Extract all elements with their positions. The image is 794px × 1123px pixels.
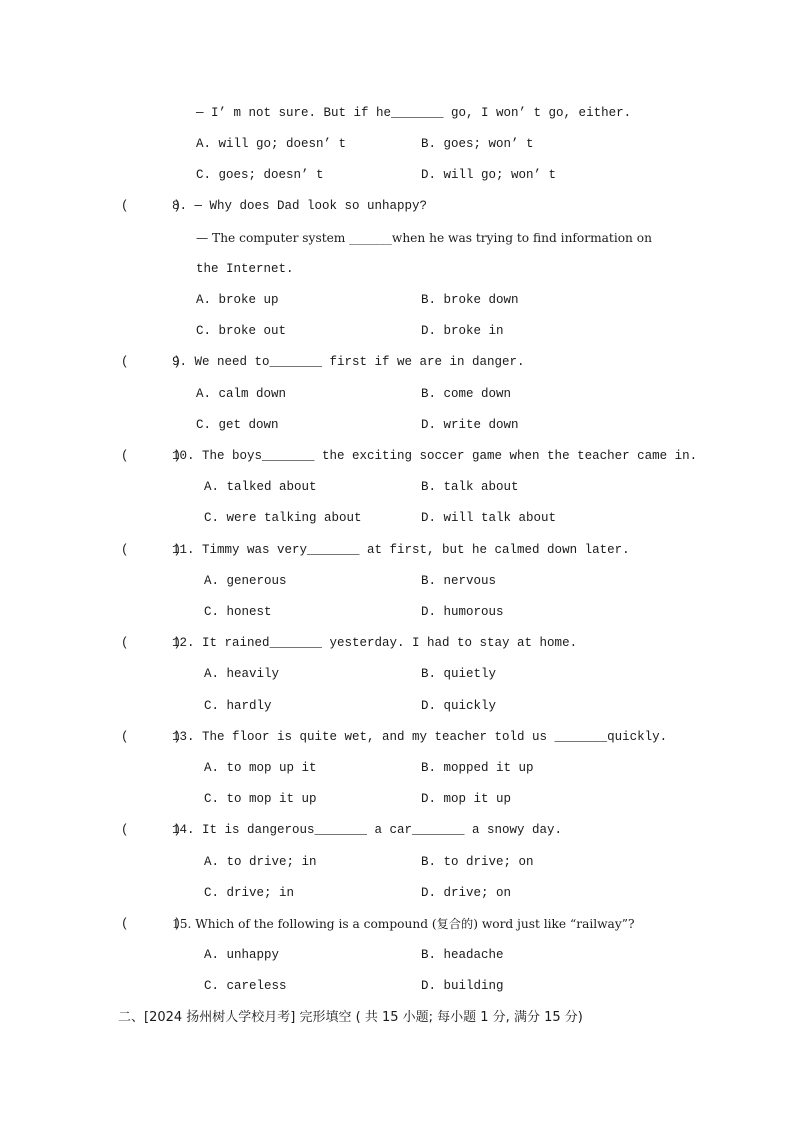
question-stem: 9. We need to_______ first if we are in danger. — [172, 355, 525, 369]
question-stem-line2: — The computer system _______when he was trying to find information on — [196, 231, 652, 245]
option-a: A. to drive; in — [204, 855, 317, 869]
option-d: D. drive; on — [421, 886, 512, 900]
option-d: D. write down — [421, 418, 519, 432]
option-d: D. quickly — [421, 699, 497, 713]
question-stem: 15. Which of the following is a compound (复合的) word just like “railway”? — [172, 917, 635, 931]
option-b: B. nervous — [421, 574, 497, 588]
section-heading: 二、[2024 扬州树人学校月考] 完形填空 ( 共 15 小题; 每小题 1 分, 满分 15 分) — [118, 1010, 583, 1025]
option-a: A. generous — [204, 574, 287, 588]
option-b: B. headache — [421, 948, 504, 962]
option-d: D. humorous — [421, 605, 504, 619]
q7-option-b: B. goes; won’ t — [421, 137, 534, 151]
option-d: D. broke in — [421, 324, 504, 338]
answer-paren: ( ) — [121, 917, 182, 931]
option-c: C. get down — [196, 418, 279, 432]
option-a: A. calm down — [196, 387, 287, 401]
option-c: C. drive; in — [204, 886, 295, 900]
option-b: B. talk about — [421, 480, 519, 494]
option-c: C. careless — [204, 979, 287, 993]
answer-paren: ( ) — [121, 199, 182, 213]
q7-option-a: A. will go; doesn’ t — [196, 137, 347, 151]
option-b: B. quietly — [421, 667, 497, 681]
question-stem: 10. The boys_______ the exciting soccer game when the teacher came in. — [172, 449, 698, 463]
option-c: C. broke out — [196, 324, 287, 338]
option-c: C. were talking about — [204, 511, 362, 525]
option-c: C. to mop it up — [204, 792, 317, 806]
answer-paren: ( ) — [121, 543, 182, 557]
answer-paren: ( ) — [121, 823, 182, 837]
option-a: A. broke up — [196, 293, 279, 307]
question-stem: 13. The floor is quite wet, and my teacher told us _______quickly. — [172, 730, 668, 744]
question-stem: 8. — Why does Dad look so unhappy? — [172, 199, 428, 213]
answer-paren: ( ) — [121, 636, 182, 650]
option-a: A. to mop up it — [204, 761, 317, 775]
option-b: B. come down — [421, 387, 512, 401]
q7-dialogue-line: — I’ m not sure. But if he_______ go, I won’ t go, either. — [196, 106, 632, 120]
option-b: B. broke down — [421, 293, 519, 307]
answer-paren: ( ) — [121, 449, 182, 463]
question-stem: 14. It is dangerous_______ a car_______ a snowy day. — [172, 823, 563, 837]
q7-option-c: C. goes; doesn’ t — [196, 168, 324, 182]
option-a: A. heavily — [204, 667, 280, 681]
option-b: B. mopped it up — [421, 761, 534, 775]
option-d: D. mop it up — [421, 792, 512, 806]
question-stem: 11. Timmy was very_______ at first, but he calmed down later. — [172, 543, 630, 557]
option-d: D. building — [421, 979, 504, 993]
q7-option-d: D. will go; won’ t — [421, 168, 557, 182]
option-c: C. honest — [204, 605, 272, 619]
answer-paren: ( ) — [121, 355, 182, 369]
option-b: B. to drive; on — [421, 855, 534, 869]
question-stem: 12. It rained_______ yesterday. I had to stay at home. — [172, 636, 578, 650]
answer-paren: ( ) — [121, 730, 182, 744]
option-a: A. unhappy — [204, 948, 280, 962]
option-c: C. hardly — [204, 699, 272, 713]
question-stem-line3: the Internet. — [196, 262, 294, 276]
option-a: A. talked about — [204, 480, 317, 494]
option-d: D. will talk about — [421, 511, 557, 525]
